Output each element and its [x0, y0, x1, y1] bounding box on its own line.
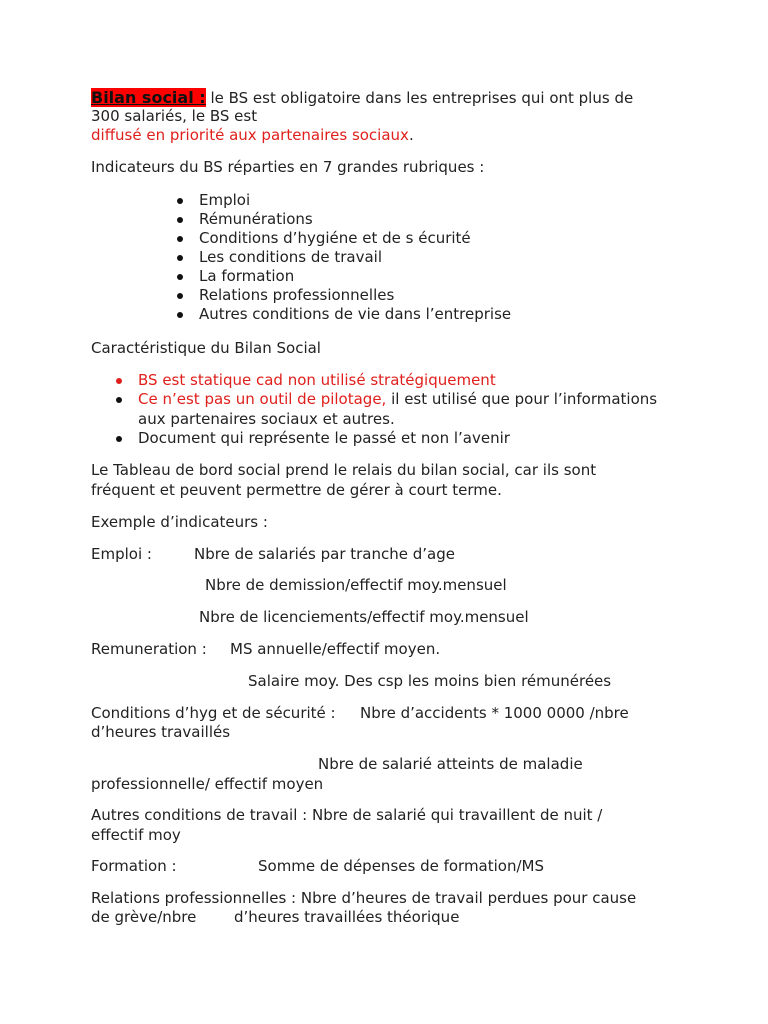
bullet-dot — [116, 436, 122, 442]
relations-line-1: Relations professionnelles : Nbre d’heures de travail perdues pour cause — [91, 889, 637, 907]
rubrique-item: Conditions d’hygiéne et de s écurité — [199, 229, 471, 247]
remuneration-indicator-2: Salaire moy. Des csp les moins bien rémunérées — [248, 672, 612, 690]
bullet-dot — [177, 217, 183, 223]
conditions-label: Conditions d’hyg et de sécurité : — [91, 704, 336, 722]
rubriques-heading: Indicateurs du BS réparties en 7 grandes rubriques : — [91, 158, 485, 176]
rubrique-item: Relations professionnelles — [199, 286, 395, 304]
emploi-indicator-2: Nbre de demission/effectif moy.mensuel — [205, 576, 507, 594]
tableau-line-2: fréquent et peuvent permettre de gérer à court terme. — [91, 481, 502, 499]
bilan-social-label: Bilan social : — [91, 88, 206, 107]
rubrique-item: La formation — [199, 267, 295, 285]
intro-period: . — [408, 126, 414, 144]
conditions-indicator-2a: Nbre de salarié atteints de maladie — [318, 755, 583, 773]
intro-line-1 — [91, 88, 633, 108]
rubrique-item: Rémunérations — [199, 210, 313, 228]
caracteristique-heading: Caractéristique du Bilan Social — [91, 339, 321, 357]
intro-text-1: le BS est obligatoire dans les entreprises qui ont plus de — [210, 89, 634, 107]
caracteristique-item-2-red: Ce n’est pas un outil de pilotage, — [138, 390, 387, 408]
relations-line-2a: de grève/nbre — [91, 908, 197, 926]
remuneration-indicator-1: MS annuelle/effectif moyen. — [230, 640, 441, 658]
autres-conditions-line-2: effectif moy — [91, 826, 181, 844]
formation-indicator: Somme de dépenses de formation/MS — [258, 857, 545, 875]
autres-conditions-line-1: Autres conditions de travail : Nbre de salarié qui travaillent de nuit / — [91, 806, 603, 824]
conditions-indicator-1a: Nbre d’accidents * 1000 0000 /nbre — [360, 704, 629, 722]
intro-line-3 — [91, 126, 414, 145]
bullet-dot — [116, 397, 122, 403]
bullet-dot — [177, 274, 183, 280]
intro-red-text: diffusé en priorité aux partenaires sociaux — [91, 126, 409, 144]
tableau-line-1: Le Tableau de bord social prend le relais du bilan social, car ils sont — [91, 461, 597, 479]
relations-line-2b: d’heures travaillées théorique — [234, 908, 460, 926]
caracteristique-item-2 — [138, 390, 657, 409]
intro-line-2: 300 salariés, le BS est — [91, 107, 258, 125]
caracteristique-item-2-rest: il est utilisé que pour l’informations — [386, 390, 658, 408]
bullet-dot — [177, 255, 183, 261]
emploi-indicator-3: Nbre de licenciements/effectif moy.mensuel — [199, 608, 529, 626]
conditions-indicator-2b: professionnelle/ effectif moyen — [91, 775, 324, 793]
formation-label: Formation : — [91, 857, 177, 875]
conditions-indicator-1b: d’heures travaillés — [91, 723, 231, 741]
bullet-dot — [177, 236, 183, 242]
remuneration-label: Remuneration : — [91, 640, 207, 658]
bullet-dot — [177, 312, 183, 318]
bullet-dot-red — [116, 378, 122, 384]
emploi-label: Emploi : — [91, 545, 152, 563]
caracteristique-item-1: BS est statique cad non utilisé stratégiquement — [138, 371, 496, 389]
exemples-heading: Exemple d’indicateurs : — [91, 513, 268, 531]
caracteristique-item-3: Document qui représente le passé et non l’avenir — [138, 429, 510, 447]
rubrique-item: Les conditions de travail — [199, 248, 383, 266]
rubrique-item: Autres conditions de vie dans l’entreprise — [199, 305, 512, 323]
rubrique-item: Emploi — [199, 191, 251, 209]
bullet-dot — [177, 293, 183, 299]
emploi-indicator-1: Nbre de salariés par tranche d’age — [194, 545, 455, 563]
bullet-dot — [177, 198, 183, 204]
caracteristique-item-2-line-2: aux partenaires sociaux et autres. — [138, 410, 395, 428]
